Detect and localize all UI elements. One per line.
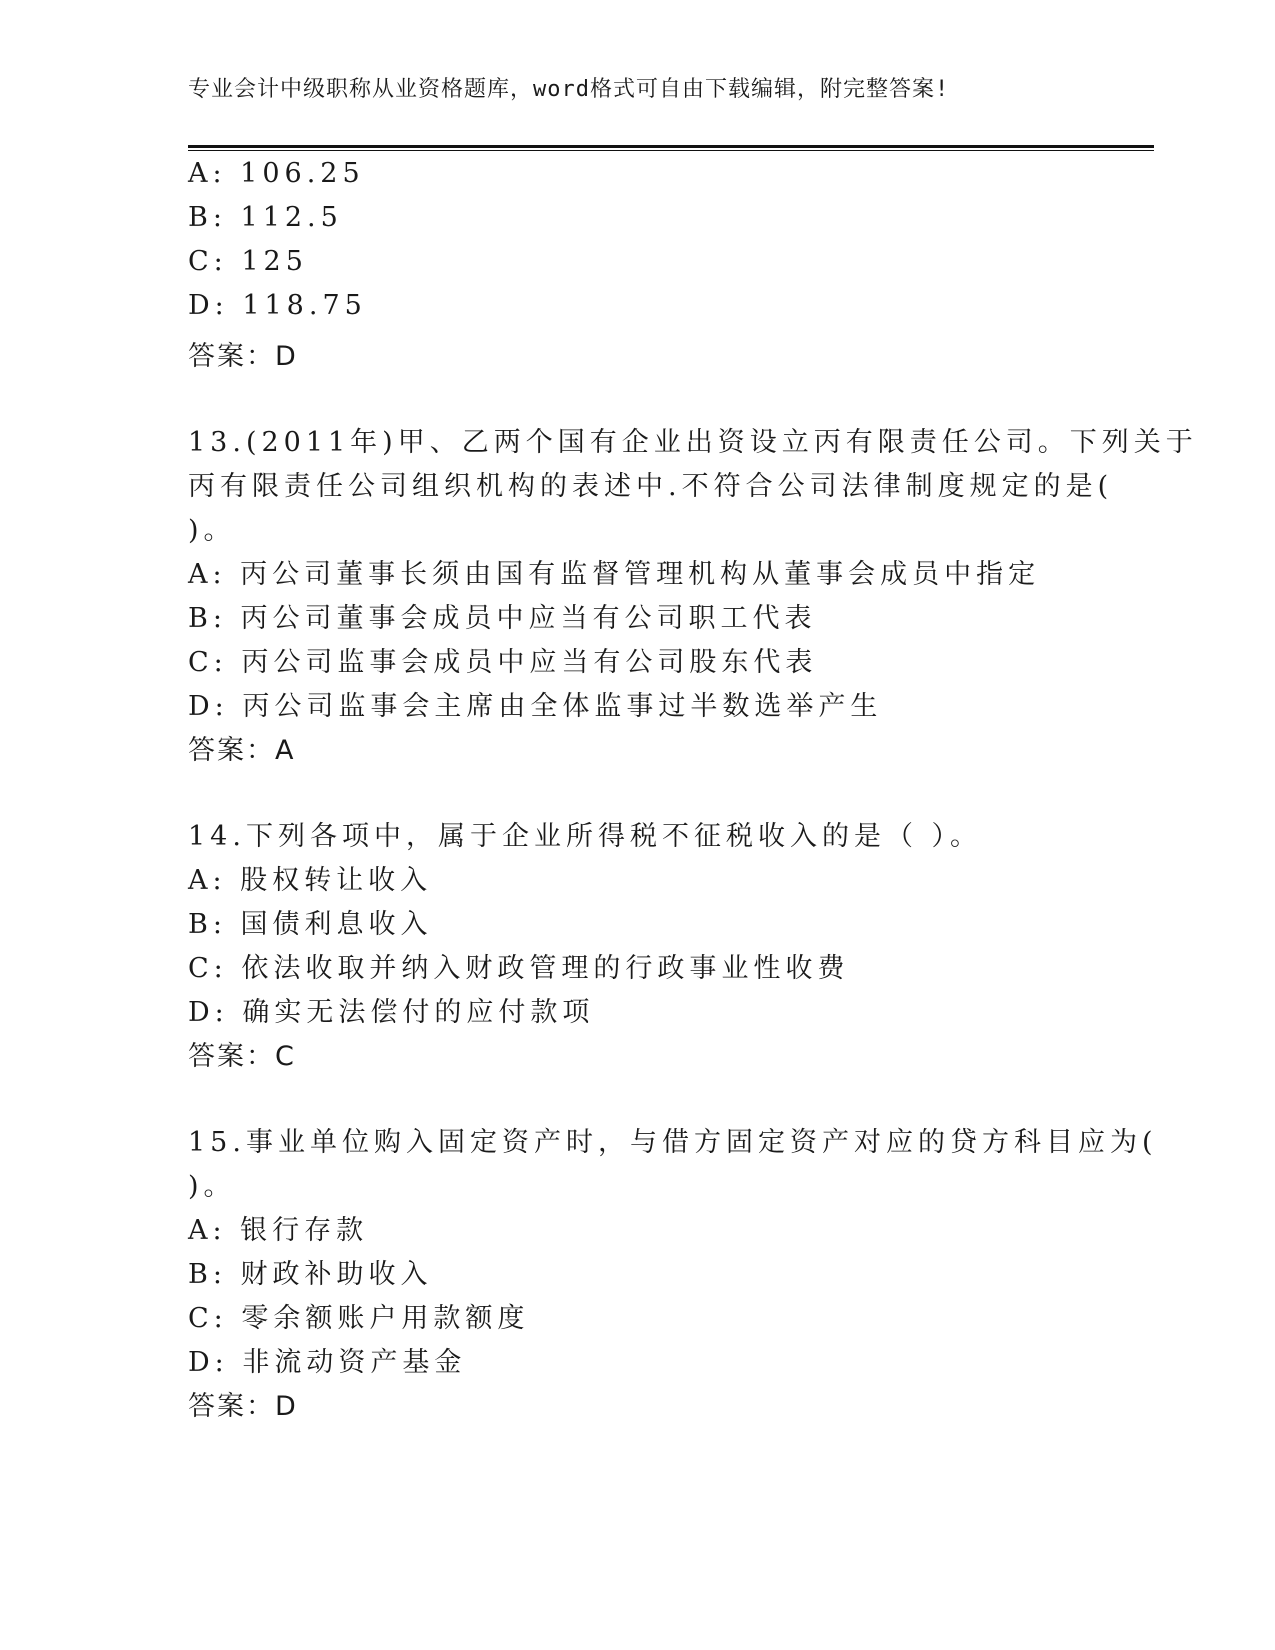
q13-option-d: D: 丙公司监事会主席由全体监事过半数选举产生 xyxy=(188,691,883,722)
q13-stem-line-3: )。 xyxy=(188,515,236,546)
q14-answer: 答案：C xyxy=(188,1041,296,1072)
q14-option-d: D: 确实无法偿付的应付款项 xyxy=(188,997,595,1028)
q12-answer: 答案：D xyxy=(188,341,298,372)
q15-option-a: A: 银行存款 xyxy=(188,1215,369,1246)
q12-option-d: D: 118.75 xyxy=(188,290,367,321)
q13-option-a: A: 丙公司董事长须由国有监督管理机构从董事会成员中指定 xyxy=(188,559,1041,590)
q14-option-b: B: 国债利息收入 xyxy=(188,909,433,940)
q15-option-b: B: 财政补助收入 xyxy=(188,1259,433,1290)
q15-option-c: C: 零余额账户用款额度 xyxy=(188,1303,530,1334)
q15-stem-line-2: )。 xyxy=(188,1171,236,1202)
q14-option-a: A: 股权转让收入 xyxy=(188,865,433,896)
q15-stem-line-1: 15.事业单位购入固定资产时，与借方固定资产对应的贷方科目应为( xyxy=(188,1127,1158,1158)
page-header: 专业会计中级职称从业资格题库，word格式可自由下载编辑，附完整答案! xyxy=(188,77,950,102)
q12-option-b: B: 112.5 xyxy=(188,202,343,233)
q15-answer: 答案：D xyxy=(188,1391,298,1422)
header-rule-thin xyxy=(188,150,1154,151)
header-rule-thick xyxy=(188,145,1154,148)
q13-option-b: B: 丙公司董事会成员中应当有公司职工代表 xyxy=(188,603,817,634)
q14-stem-line-1: 14.下列各项中，属于企业所得税不征税收入的是（ ）。 xyxy=(188,821,983,852)
q14-option-c: C: 依法收取并纳入财政管理的行政事业性收费 xyxy=(188,953,850,984)
q13-option-c: C: 丙公司监事会成员中应当有公司股东代表 xyxy=(188,647,818,678)
q12-option-a: A: 106.25 xyxy=(188,158,365,189)
q13-stem-line-1: 13.(2011年)甲、乙两个国有企业出资设立丙有限责任公司。下列关于 xyxy=(188,427,1198,458)
q15-option-d: D: 非流动资产基金 xyxy=(188,1347,467,1378)
q13-stem-line-2: 丙有限责任公司组织机构的表述中.不符合公司法律制度规定的是( xyxy=(188,471,1114,502)
q12-option-c: C: 125 xyxy=(188,246,308,277)
q13-answer: 答案：A xyxy=(188,735,296,766)
